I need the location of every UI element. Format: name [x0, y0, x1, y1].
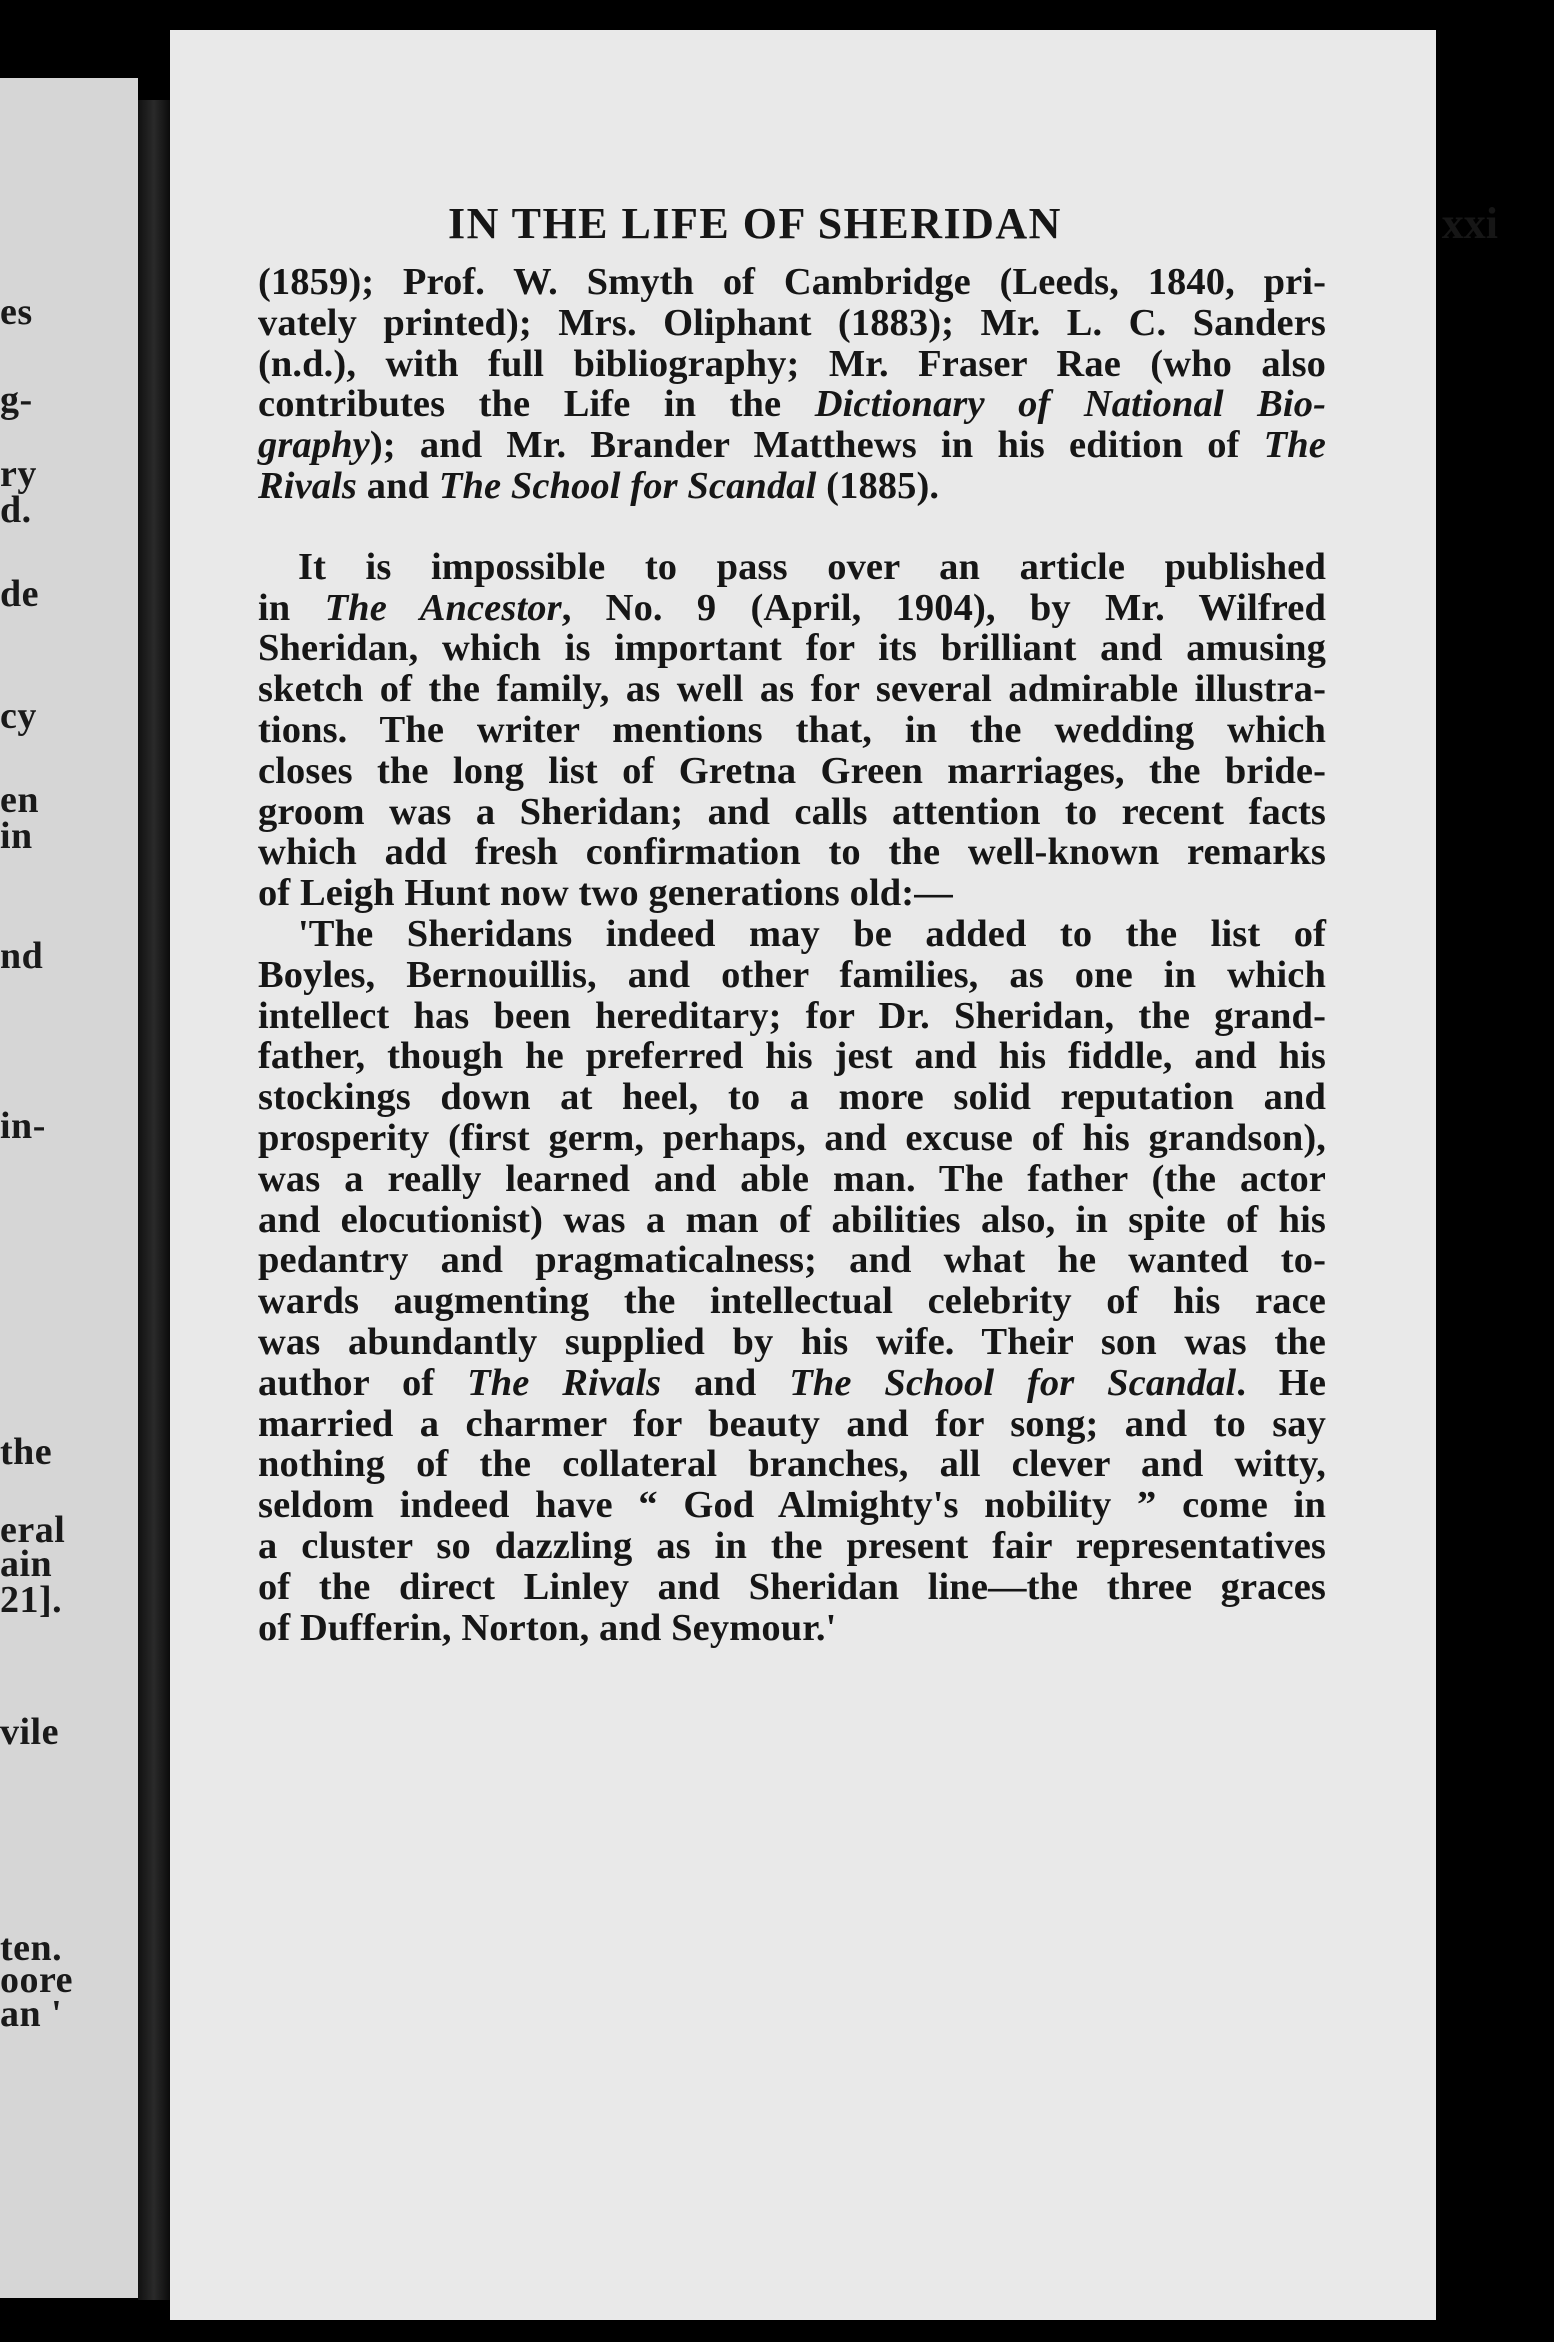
previous-page-line-fragment: nd	[0, 935, 44, 977]
paragraph-bibliography	[258, 262, 1326, 507]
previous-page-line-fragment: d.	[0, 489, 32, 531]
italic-title-span: The Ancestor	[324, 586, 562, 629]
text-span: of Leigh Hunt now two generations old:—	[258, 872, 953, 915]
text-span: tions. The writer mentions that, in the wedding which	[258, 708, 1326, 751]
italic-title-span: graphy	[258, 424, 370, 467]
previous-page-line-fragment: eral	[0, 1509, 66, 1551]
text-span: sketch of the family, as well as for several admirable illustra-	[258, 668, 1326, 711]
previous-page-line-fragment: de	[0, 573, 39, 615]
text-span: was a really learned and able man. The father (the actor	[258, 1157, 1326, 1200]
italic-title-span: Dictionary of National Bio-	[814, 383, 1326, 426]
text-line	[258, 1240, 1326, 1281]
running-head	[448, 198, 1498, 258]
previous-page-line-fragment: an '	[0, 1993, 63, 2035]
text-span: prosperity (first germ, perhaps, and excuse of his grandson),	[258, 1116, 1326, 1159]
previous-page-line-fragment: oore	[0, 1959, 74, 2001]
text-span: stockings down at heel, to a more solid reputation and	[258, 1076, 1326, 1119]
book-page	[170, 30, 1498, 2320]
text-line	[258, 914, 1326, 955]
previous-page-line-fragment: in	[0, 815, 33, 857]
paragraph-spacer	[258, 507, 1326, 547]
text-line	[258, 425, 1326, 466]
text-line	[258, 1118, 1326, 1159]
text-span: , No. 9 (April, 1904), by Mr. Wilfred	[561, 586, 1326, 629]
text-line	[258, 1608, 1326, 1649]
paragraph-leigh-hunt-quote	[258, 914, 1326, 1648]
italic-title-span: The	[1263, 424, 1326, 467]
text-span: father, though he preferred his jest and his fiddle, and his	[258, 1035, 1326, 1078]
paragraph-ancestor-article	[258, 547, 1326, 914]
text-line	[258, 873, 1326, 914]
text-span: of Dufferin, Norton, and Seymour.'	[258, 1606, 837, 1649]
text-span: married a charmer for beauty and for song; and to say	[258, 1402, 1326, 1445]
previous-page-line-fragment: the	[0, 1431, 53, 1473]
text-line	[258, 669, 1326, 710]
text-line	[258, 303, 1326, 344]
previous-page-line-fragment: g-	[0, 379, 33, 421]
previous-page-line-fragment: vile	[0, 1711, 59, 1753]
text-line	[258, 1444, 1326, 1485]
previous-page-fragment	[0, 78, 138, 2298]
text-span: ); and Mr. Brander Matthews in his edition of	[369, 424, 1264, 467]
text-span: closes the long list of Gretna Green marriages, the bride-	[258, 749, 1326, 792]
text-span: Sheridan, which is important for its brilliant and amusing	[258, 627, 1326, 670]
text-span: in	[258, 586, 325, 629]
running-head-title: IN THE LIFE OF SHERIDAN	[448, 199, 1062, 248]
text-span: groom was a Sheridan; and calls attention to recent facts	[258, 790, 1326, 833]
text-span: of the direct Linley and Sheridan line—the three graces	[258, 1565, 1326, 1608]
text-span: which add fresh confirmation to the well-known remarks	[258, 831, 1326, 874]
text-span: (1859); Prof. W. Smyth of Cambridge (Leeds, 1840, pri-	[258, 261, 1326, 303]
previous-page-line-fragment: cy	[0, 695, 37, 737]
italic-title-span: Rivals	[258, 464, 357, 507]
italic-title-span: The School for Scandal	[789, 1361, 1237, 1404]
text-span: (n.d.), with full bibliography; Mr. Fraser Rae (who also	[258, 342, 1326, 385]
text-line	[258, 1281, 1326, 1322]
text-line	[258, 1485, 1326, 1526]
text-span: intellect has been hereditary; for Dr. Sheridan, the grand-	[258, 994, 1326, 1037]
text-span: and	[661, 1361, 790, 1404]
text-span: contributes the Life in the	[258, 383, 815, 426]
text-span: Boyles, Bernouillis, and other families, as one in which	[258, 953, 1326, 996]
text-line	[258, 588, 1326, 629]
text-line	[258, 710, 1326, 751]
previous-page-line-fragment: in-	[0, 1105, 46, 1147]
text-span: author of	[258, 1361, 468, 1404]
text-line	[258, 384, 1326, 425]
text-line	[258, 466, 1326, 507]
text-line	[258, 832, 1326, 873]
italic-title-span: The Rivals	[467, 1361, 662, 1404]
text-span: wards augmenting the intellectual celebrity of his race	[258, 1280, 1326, 1323]
text-span: pedantry and pragmaticalness; and what he wanted to-	[258, 1239, 1326, 1282]
text-line	[258, 1036, 1326, 1077]
text-span: was abundantly supplied by his wife. Their son was the	[258, 1320, 1326, 1363]
text-span: . He	[1236, 1361, 1327, 1404]
previous-page-line-fragment: es	[0, 291, 33, 333]
text-line	[258, 628, 1326, 669]
text-span: 'The Sheridans indeed may be added to the list of	[298, 912, 1326, 955]
text-line	[258, 547, 1326, 588]
previous-page-line-fragment: 21].	[0, 1579, 63, 1621]
book-gutter	[138, 100, 170, 2300]
text-line	[258, 1363, 1326, 1404]
italic-title-span: The School for Scandal	[438, 464, 817, 507]
text-line	[258, 996, 1326, 1037]
text-line	[258, 1404, 1326, 1445]
text-line	[258, 1526, 1326, 1567]
text-span: and elocutionist) was a man of abilities also, in spite of his	[258, 1198, 1326, 1241]
text-span: and	[357, 464, 439, 507]
previous-page-line-fragment: ten.	[0, 1927, 63, 1969]
text-line	[258, 751, 1326, 792]
text-line	[258, 1322, 1326, 1363]
text-line	[258, 1567, 1326, 1608]
previous-page-line-fragment: ain	[0, 1543, 53, 1585]
text-span: seldom indeed have “ God Almighty's nobility ” come in	[258, 1484, 1326, 1527]
text-line	[258, 1077, 1326, 1118]
page-number: xxi	[1441, 199, 1498, 248]
text-span: a cluster so dazzling as in the present fair representatives	[258, 1524, 1326, 1567]
text-line	[258, 792, 1326, 833]
body-text	[258, 262, 1326, 1648]
previous-page-line-fragment: ry	[0, 453, 37, 495]
text-line	[258, 1159, 1326, 1200]
text-span: (1885).	[816, 464, 940, 507]
text-span: vately printed); Mrs. Oliphant (1883); Mr. L. C. Sanders	[258, 301, 1326, 344]
text-line	[258, 955, 1326, 996]
previous-page-line-fragment: en	[0, 779, 39, 821]
text-line	[258, 262, 1326, 303]
text-line	[258, 344, 1326, 385]
text-span: nothing of the collateral branches, all clever and witty,	[258, 1443, 1326, 1486]
text-span: It is impossible to pass over an article published	[298, 545, 1326, 588]
text-line	[258, 1200, 1326, 1241]
